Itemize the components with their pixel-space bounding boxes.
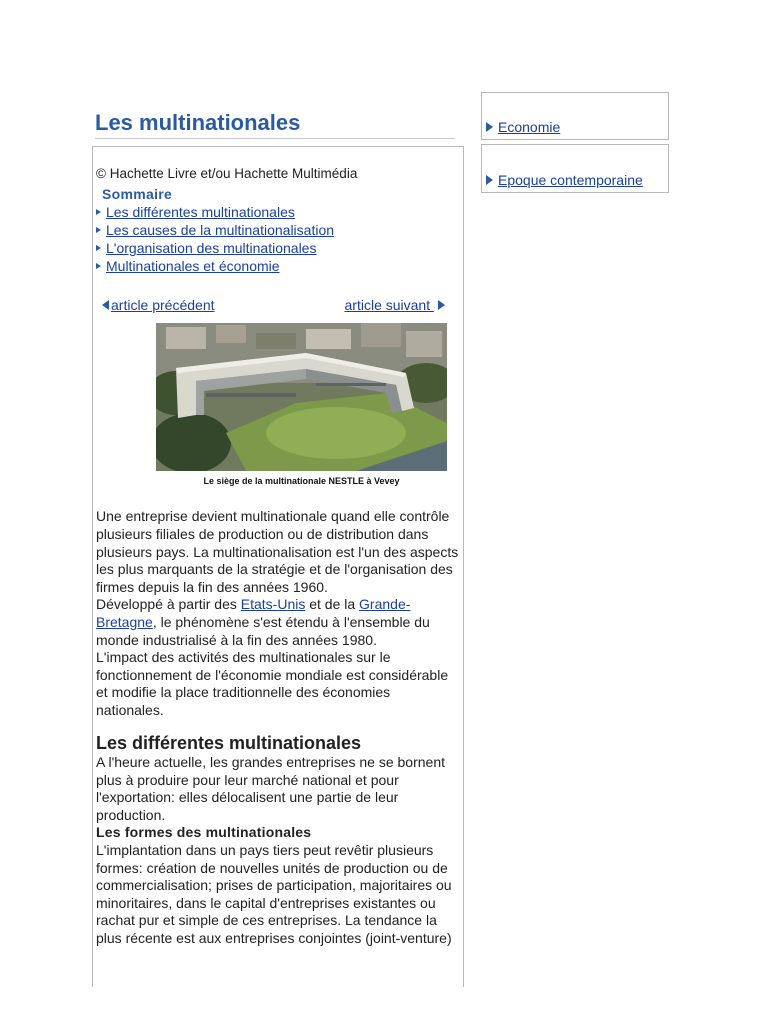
sidebar-link-economie[interactable]: Economie	[498, 119, 561, 135]
prev-article-link[interactable]: article précédent	[111, 297, 215, 314]
intro-paragraph: L'impact des activités des multinationales sur le fonctionnement de l'économie mondiale est considérable et modifie la place traditionnelle des économies nationales.	[96, 649, 449, 718]
toc-item[interactable]	[96, 257, 461, 275]
toc-item[interactable]	[96, 239, 461, 257]
prev-article[interactable]	[102, 297, 215, 315]
nestle-headquarters-photo	[156, 323, 447, 471]
subsection-heading: Les formes des multinationales	[96, 824, 312, 841]
sidebar-box-economie	[481, 92, 669, 140]
subsection-text: L'implantation dans un pays tiers peut revêtir plusieurs formes: création de nouvelles unités de production ou de commercialisation; prises de participation, majoritaires ou minoritaires, dans le capital d'entreprises existantes ou rachat pur et simple de ces entreprises. La tendance la plus récente est aux entreprises conjointes (joint-venture)	[96, 842, 452, 947]
triangle-right-icon	[486, 175, 493, 185]
next-article[interactable]	[345, 297, 445, 315]
sidebar-item-economie[interactable]	[486, 119, 560, 135]
text-span: , le phénomène s'est étendu à l'ensemble du monde industrialisé à la fin des années 1980.	[96, 613, 430, 648]
toc-link[interactable]: Les différentes multinationales	[106, 204, 295, 221]
figure	[156, 323, 447, 491]
sidebar-item-epoque-contemporaine[interactable]	[486, 172, 643, 188]
text-span: et de la	[305, 596, 360, 613]
triangle-left-icon	[102, 300, 109, 310]
triangle-right-icon	[96, 263, 101, 269]
triangle-right-icon	[438, 300, 445, 310]
next-article-link[interactable]: article suivant	[344, 297, 434, 314]
article-nav	[102, 297, 445, 315]
article-box	[92, 146, 464, 987]
toc-list	[96, 203, 461, 275]
toc-link[interactable]: Multinationales et économie	[106, 258, 280, 275]
page-title: Les multinationales	[95, 110, 455, 139]
triangle-right-icon	[96, 227, 101, 233]
text-span: Développé à partir des	[96, 596, 241, 613]
link-grande-bretagne[interactable]: Grande-Bretagne	[96, 596, 411, 630]
sidebar-box-epoque	[481, 144, 669, 193]
intro-text	[96, 508, 461, 719]
triangle-right-icon	[486, 122, 493, 132]
section-heading: Les différentes multinationales	[96, 732, 362, 753]
triangle-right-icon	[96, 245, 101, 251]
toc-link[interactable]: L'organisation des multinationales	[106, 240, 317, 257]
toc-item[interactable]	[96, 203, 461, 221]
link-etats-unis[interactable]: Etats-Unis	[240, 596, 306, 613]
toc-title: Sommaire	[102, 185, 173, 202]
section-text: A l'heure actuelle, les grandes entreprises ne se bornent plus à produire pour leur marché national et pour l'exportation: elles délocalisent une partie de leur production.	[96, 754, 446, 823]
sidebar-link-epoque-contemporaine[interactable]: Epoque contemporaine	[498, 172, 643, 188]
toc-link[interactable]: Les causes de la multinationalisation	[106, 222, 335, 239]
intro-paragraph: Une entreprise devient multinationale quand elle contrôle plusieurs filiales de production ou de distribution dans plusieurs pays. La multinationalisation est l'un des aspects les plus marquants de la stratégie et de l'organisation des firmes depuis la fin des années 1960.	[96, 508, 459, 595]
toc-item[interactable]	[96, 221, 461, 239]
intro-paragraph-links	[96, 596, 461, 649]
copyright-notice: © Hachette Livre et/ou Hachette Multimédia	[96, 166, 358, 181]
image-caption: Le siège de la multinationale NESTLE à Vevey	[156, 471, 447, 491]
triangle-right-icon	[96, 209, 101, 215]
